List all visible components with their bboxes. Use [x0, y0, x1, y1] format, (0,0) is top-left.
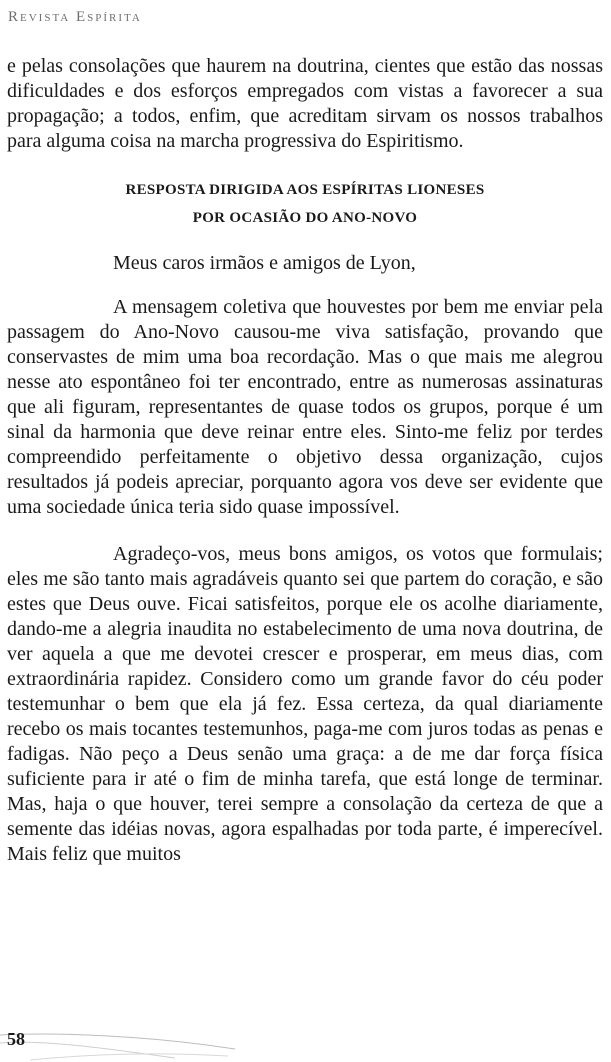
- paragraph-2: Agradeço-vos, meus bons amigos, os votos que formulais; eles me são tanto mais agradáveis quanto sei que partem do coração, e são estes que Deus ouve. Ficai satisfeitos, porque ele os acolhe diariamente, dando-me a alegria inaudita no estabelecimento de uma nova doutrina, de ver aquela a que me devotei crescer e prosperar, em meus dias, com extraordinária rapidez. Considero como um grande favor do céu poder testemunhar o bem que ela já fez. Essa certeza, da qual diariamente recebo os mais tocantes testemunhos, paga-me com juros todas as penas e fadigas. Não peço a Deus senão uma graça: a de me dar força física suficiente para ir até o fim de minha tarefa, que está longe de terminar. Mas, haja o que houver, terei sempre a consolação da certeza de que a semente das idéias novas, agora espalhadas por toda parte, é imperecível. Mais feliz que muitos: [7, 543, 603, 865]
- page-body: [7, 54, 603, 867]
- section-heading-line-1: RESPOSTA DIRIGIDA AOS ESPÍRITAS LIONESES: [125, 182, 485, 198]
- page-ornament-swoosh: [0, 1030, 240, 1062]
- section-heading: [7, 176, 603, 232]
- running-header: Revista Espírita: [8, 9, 142, 25]
- continued-paragraph: e pelas consolações que haurem na doutrina, cientes que estão das nossas dificuldades e dos esforços empregados com vistas a favorecer a sua propagação; a todos, enfim, que acreditam sirvam os nossos trabalhos para alguma coisa na marcha progressiva do Espiritismo.: [7, 55, 603, 152]
- paragraph-1: A mensagem coletiva que houvestes por bem me enviar pela passagem do Ano-Novo causou-me viva satisfação, provando que conservastes de mim uma boa recordação. Mas o que mais me alegrou nesse ato espontâneo foi ter encontrado, entre as numerosas assinaturas que ali figuram, representantes de quase todos os grupos, porque é um sinal da harmonia que deve reinar entre eles. Sinto-me feliz por terdes compreendido perfeitamente o objetivo dessa organização, cujos resultados já podeis apreciar, porquanto agora vos deve ser evidente que uma sociedade única teria sido quase impossível.: [7, 296, 603, 518]
- section-heading-line-2: POR OCASIÃO DO ANO-NOVO: [192, 210, 418, 226]
- page-number: 58: [7, 1029, 25, 1049]
- salutation: Meus caros irmãos e amigos de Lyon,: [113, 252, 416, 274]
